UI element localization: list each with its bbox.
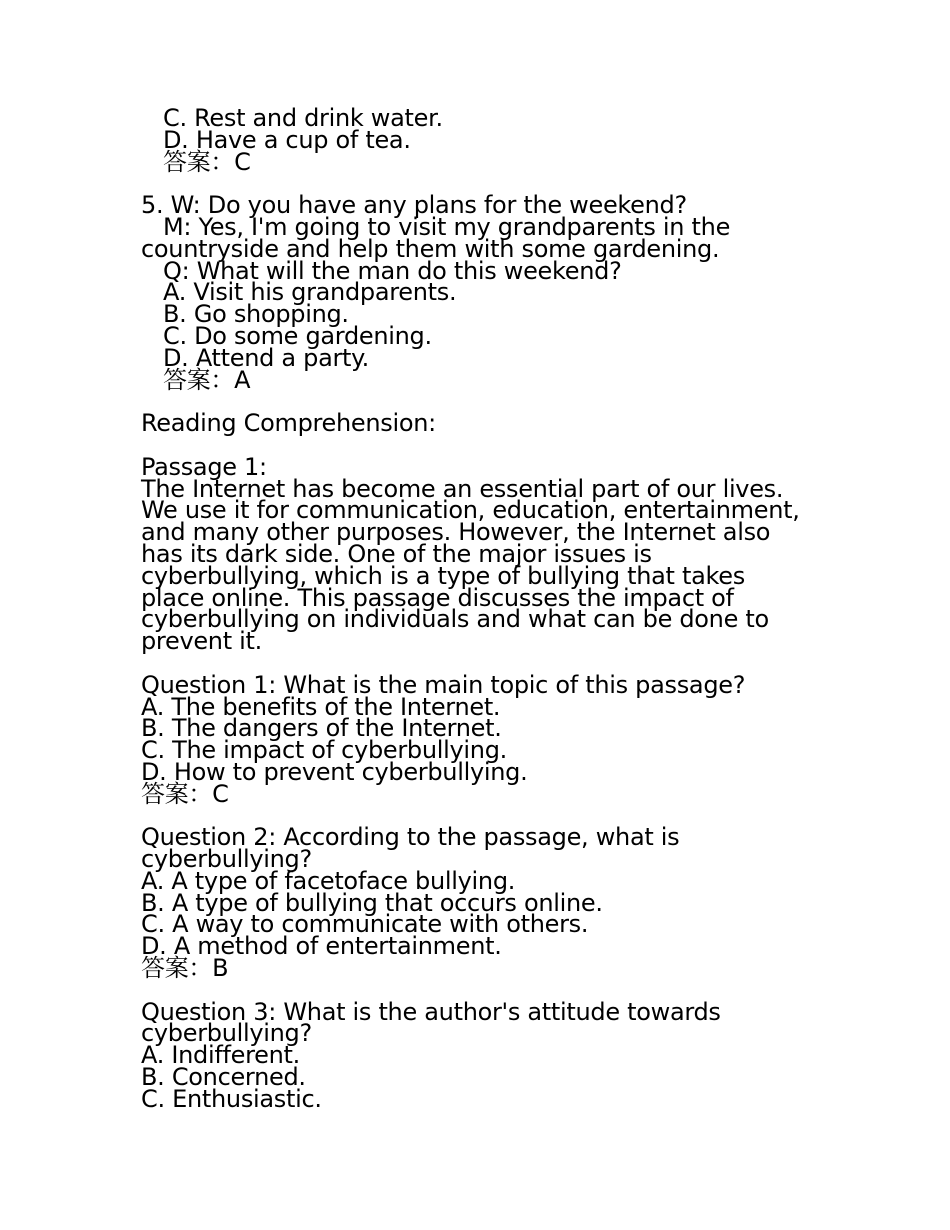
rq2-option-c: C. A way to communicate with others. <box>141 910 589 939</box>
q5-option-b: B. Go shopping. <box>163 300 349 329</box>
rq2-option-a: A. A type of facetoface bullying. <box>141 866 516 895</box>
rq1-option-b: B. The dangers of the Internet. <box>141 714 502 743</box>
passage-line: The Internet has become an essential part of our lives. <box>141 474 784 503</box>
passage-line: prevent it. <box>141 627 262 656</box>
rq2-option-d: D. A method of entertainment. <box>141 932 502 961</box>
q5-reply-line2: countryside and help them with some gardening. <box>141 234 720 263</box>
rq3-option-c: C. Enthusiastic. <box>141 1084 322 1113</box>
passage-line: cyberbullying on individuals and what can be done to <box>141 605 769 634</box>
rq3-question-line1: Question 3: What is the author's attitude towards <box>141 997 721 1026</box>
rq2-answer: 答案：B <box>141 954 229 983</box>
rq2-question-line2: cyberbullying? <box>141 845 312 874</box>
q5-option-d: D. Attend a party. <box>163 343 369 372</box>
passage-line: We use it for communication, education, entertainment, <box>141 496 800 525</box>
passage-title: Passage 1: <box>141 452 267 481</box>
q5-option-a: A. Visit his grandparents. <box>163 278 457 307</box>
rq1-option-a: A. The benefits of the Internet. <box>141 692 501 721</box>
rq2-option-b: B. A type of bullying that occurs online. <box>141 888 603 917</box>
passage-line: and many other purposes. However, the Internet also <box>141 518 771 547</box>
rq3-question-line2: cyberbullying? <box>141 1019 312 1048</box>
rq1-answer: 答案：C <box>141 779 229 808</box>
document-page <box>141 104 821 1113</box>
q4-option-d: D. Have a cup of tea. <box>163 125 411 154</box>
rq3-option-b: B. Concerned. <box>141 1063 306 1092</box>
rq1-option-c: C. The impact of cyberbullying. <box>141 736 507 765</box>
q5-question: 5. W: Do you have any plans for the weekend? <box>141 191 687 220</box>
q4-answer: 答案：C <box>163 147 251 176</box>
q5-option-c: C. Do some gardening. <box>163 321 432 350</box>
section-heading: Reading Comprehension: <box>141 409 436 438</box>
q5-reply-line1: M: Yes, I'm going to visit my grandparents in the <box>163 212 731 241</box>
passage-line: has its dark side. One of the major issues is <box>141 539 652 568</box>
rq3-option-a: A. Indifferent. <box>141 1041 300 1070</box>
passage-line: cyberbullying, which is a type of bullying that takes <box>141 561 745 590</box>
q5-answer: 答案：A <box>163 365 251 394</box>
rq1-question: Question 1: What is the main topic of this passage? <box>141 670 746 699</box>
rq2-question-line1: Question 2: According to the passage, what is <box>141 823 680 852</box>
rq1-option-d: D. How to prevent cyberbullying. <box>141 757 528 786</box>
passage-line: place online. This passage discusses the impact of <box>141 583 734 612</box>
q5-q: Q: What will the man do this weekend? <box>163 256 622 285</box>
q4-option-c: C. Rest and drink water. <box>163 104 443 132</box>
